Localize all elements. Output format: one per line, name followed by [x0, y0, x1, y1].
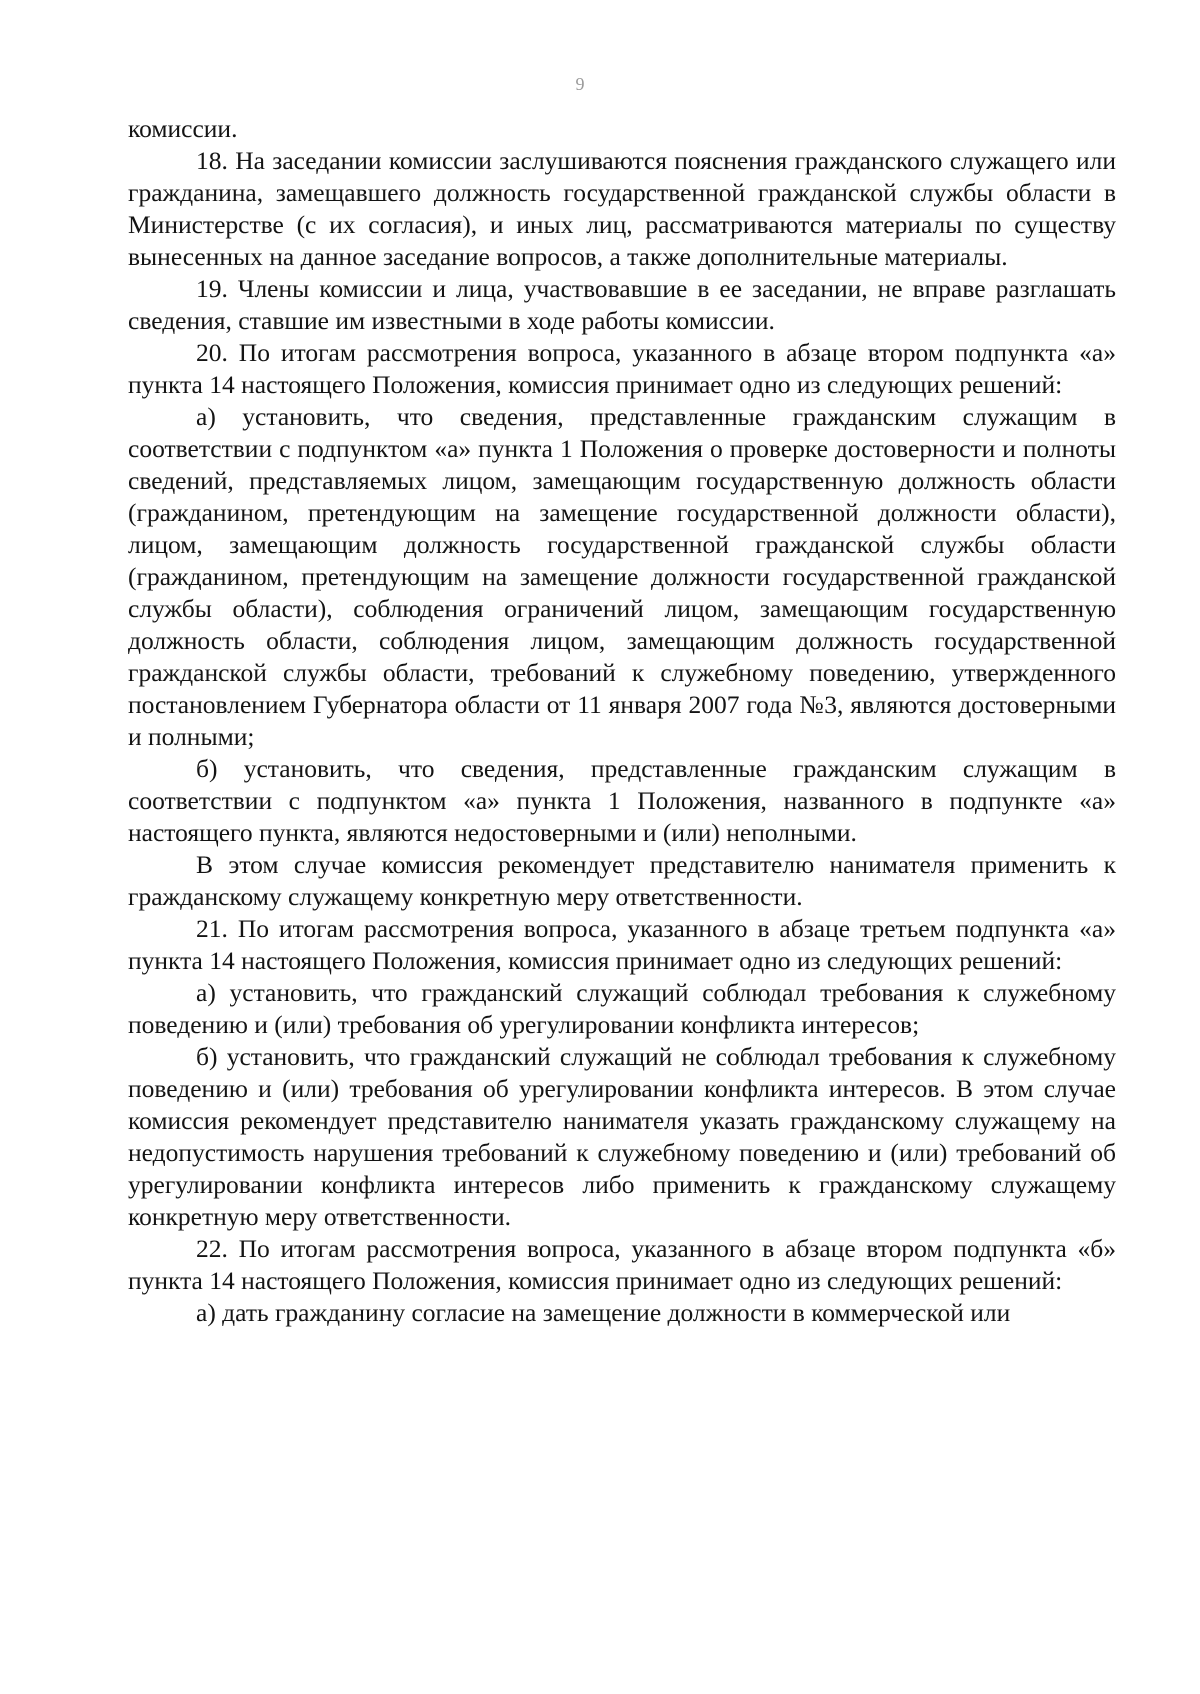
paragraph-21: 21. По итогам рассмотрения вопроса, указанного в абзаце третьем подпункта «а» пункта 14 настоящего Положения, комиссия принимает одно из следующих решений: — [128, 914, 1116, 975]
paragraph-20-a: а) установить, что сведения, представленные гражданским служащим в соответствии с подпунктом «а» пункта 1 Положения о проверке достоверности и полноты сведений, представляемых лицом, замещающим государственную должность области (гражданином, претендующим на замещение государственной должности области), лицом, замещающим должность государственной гражданской службы области (гражданином, претендующим на замещение должности государственной гражданской службы области), соблюдения ограничений лицом, замещающим государственную должность области, соблюдения лицом, замещающим должность государственной гражданской службы области, требований к служебному поведению, утвержденного постановлением Губернатора области от 11 января 2007 года №3, являются достоверными и полными; — [128, 402, 1116, 751]
paragraph-continuation: комиссии. — [128, 114, 238, 143]
paragraph-18: 18. На заседании комиссии заслушиваются пояснения гражданского служащего или гражданина, замещавшего должность государственной гражданской службы области в Министерстве (с их согласия), и иных лиц, рассматриваются материалы по существу вынесенных на данное заседание вопросов, а также дополнительные материалы. — [128, 146, 1116, 271]
paragraph-20: 20. По итогам рассмотрения вопроса, указанного в абзаце втором подпункта «а» пункта 14 настоящего Положения, комиссия принимает одно из следующих решений: — [128, 338, 1116, 399]
paragraph-22-a: а) дать гражданину согласие на замещение должности в коммерческой или — [196, 1298, 1011, 1327]
paragraph-20-recommendation: В этом случае комиссия рекомендует представителю нанимателя применить к гражданскому служащему конкретную меру ответственности. — [128, 850, 1116, 911]
paragraph-22: 22. По итогам рассмотрения вопроса, указанного в абзаце втором подпункта «б» пункта 14 настоящего Положения, комиссия принимает одно из следующих решений: — [128, 1234, 1116, 1295]
paragraph-19: 19. Члены комиссии и лица, участвовавшие в ее заседании, не вправе разглашать сведения, ставшие им известными в ходе работы комиссии. — [128, 274, 1116, 335]
paragraph-20-b: б) установить, что сведения, представленные гражданским служащим в соответствии с подпунктом «а» пункта 1 Положения, названного в подпункте «а» настоящего пункта, являются недостоверными и (или) неполными. — [128, 754, 1116, 847]
page-number: 9 — [575, 74, 585, 94]
document-body — [128, 113, 1116, 1329]
paragraph-21-b: б) установить, что гражданский служащий не соблюдал требования к служебному поведению и (или) требования об урегулировании конфликта интересов. В этом случае комиссия рекомендует представителю нанимателя указать гражданскому служащему на недопустимость нарушения требований к служебному поведению и (или) требований об урегулировании конфликта интересов либо применить к гражданскому служащему конкретную меру ответственности. — [128, 1042, 1116, 1231]
paragraph-21-a: а) установить, что гражданский служащий соблюдал требования к служебному поведению и (или) требования об урегулировании конфликта интересов; — [128, 978, 1116, 1039]
